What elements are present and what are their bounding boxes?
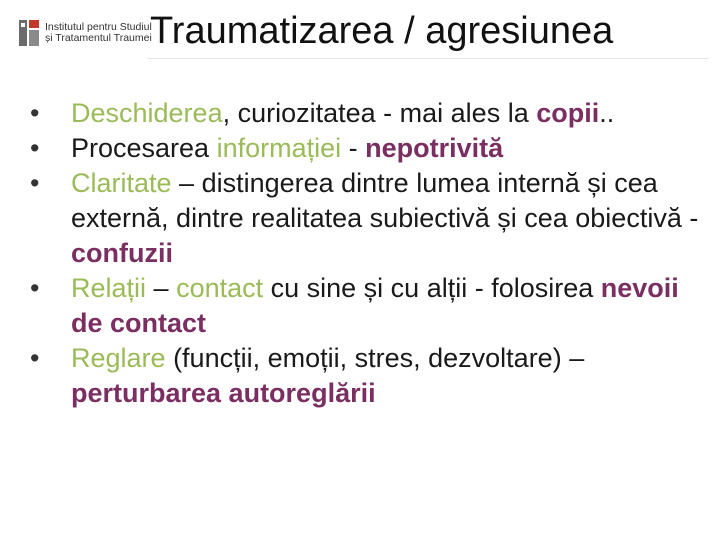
bullet-item	[24, 341, 704, 411]
bullet-marker: •	[30, 133, 40, 163]
highlighted-term: Reglare	[71, 343, 166, 373]
bullet-list	[24, 96, 704, 411]
bullet-item	[24, 166, 704, 271]
highlighted-term: Deschiderea	[71, 98, 223, 128]
bullet-text: (funcții, emoții, stres, dezvoltare) –	[165, 343, 585, 373]
highlighted-term: Relații	[71, 273, 147, 303]
bullet-item	[24, 96, 704, 131]
bullet-marker: •	[30, 98, 40, 128]
header-divider	[148, 58, 708, 59]
bullet-marker: •	[30, 273, 40, 303]
logo-line-2: și Tratamentul Traumei	[45, 32, 152, 44]
slide-title: Traumatizarea / agresiunea	[150, 10, 614, 52]
highlighted-term: contact	[176, 273, 264, 303]
highlighted-term: copii	[536, 98, 600, 128]
logo-text	[45, 22, 152, 44]
bullet-text: Procesarea	[71, 133, 217, 163]
highlighted-term: informației	[216, 133, 342, 163]
bullet-text: ..	[599, 98, 615, 128]
highlighted-term: Claritate	[71, 168, 172, 198]
bullet-text: , curiozitatea - mai ales la	[222, 98, 537, 128]
bullet-item	[24, 271, 704, 341]
bullet-text: cu sine și cu alții - folosirea	[263, 273, 601, 303]
highlighted-term: nevoii de contact	[71, 273, 679, 338]
slide-header	[0, 0, 720, 62]
bullet-marker: •	[30, 343, 40, 373]
logo-line-1: Institutul pentru Studiul	[45, 21, 152, 33]
bullet-item	[24, 131, 704, 166]
bullet-marker: •	[30, 168, 40, 198]
institute-logo	[18, 18, 152, 48]
highlighted-term: nepotrivită	[365, 133, 504, 163]
institute-logo-icon	[18, 18, 40, 48]
highlighted-term: perturbarea autoreglării	[71, 378, 376, 408]
highlighted-term: confuzii	[71, 238, 173, 268]
bullet-text: –	[146, 273, 177, 303]
bullet-text: -	[341, 133, 366, 163]
bullet-text: – distingerea dintre lumea internă și cea externă, dintre realitatea subiectivă și cea obiectivă -	[71, 168, 699, 233]
